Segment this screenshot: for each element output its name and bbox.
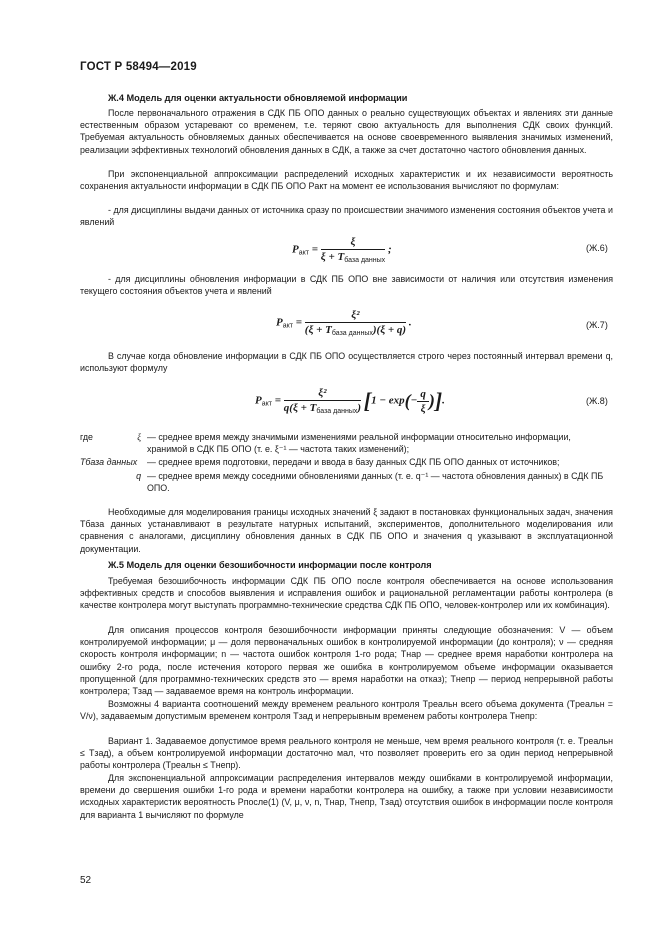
fraction-numerator: ξ²: [305, 309, 406, 323]
formula-zh8: $P_{акт}$ = $\frac{\text{ξ²}}{q(\xi + T_{база данных})}$ [1 − exp(− $\frac{q}{\xi}$ )].: [255, 387, 445, 415]
fraction-denominator: $q(\xi + T_{база данных})$: [283, 402, 362, 415]
paragraph: После первоначального отражения в СДК ПБ ОПО данных о реально существующих объектах и явлениях эти данные естественным образом устаревают со временем, т.е. теряют свою актуальность для выполнения СДК своих функций. Требуемая актуальность обновляемых данных обеспечивается на основе своевременного выявления значимых изменений, реализации эффективных технологий обновления данных в СДК, а также за счет достаточно частого обновления данных.: [80, 108, 613, 155]
fraction-denominator: $(\xi + T_{база данных})(\xi + q)$: [304, 324, 407, 337]
paragraph: В случае когда обновление информации в СДК ПБ ОПО осуществляется строго через постоянный интервал времени q, используют формулу: [80, 351, 613, 374]
fraction-numerator: ξ²: [284, 387, 361, 401]
section-title-zh4: Ж.4 Модель для оценки актуальности обновляемой информации: [108, 93, 408, 103]
paragraph: Для экспоненциальной аппроксимации распределения интервалов между ошибками в контролируемой информации, времени до свершения ошибки 1-го рода и времени наработки контролера на ошибку, а также при условии независимости исходных характеристик вероятность Pпосле(1) (V, μ, ν, n, Tнар, Tнепр, Tзад) отсутствия ошибок в информации после контроля для варианта 1 вычисляют по формуле: [80, 773, 613, 820]
where-symbol: q: [136, 471, 141, 481]
paragraph: Требуемая безошибочность информации СДК ПБ ОПО после контроля обеспечивается на основе использования эффективных средств и способов выявления и исправления ошибок и рациональной регламентации работы контролера (в качестве контролера могут выступать программно-технические средства СДК ПБ ОПО, человек-контролер или их комбинация).: [80, 576, 613, 611]
formula-symbol: P: [292, 243, 299, 256]
equation-number: (Ж.6): [586, 243, 608, 253]
paragraph: - для дисциплины выдачи данных от источника сразу по происшествии значимого изменения состояния объектов учета и явлений: [80, 205, 613, 228]
document-header: ГОСТ Р 58494—2019: [80, 61, 197, 73]
paragraph: Для описания процессов контроля безошибочности информации приняты следующие обозначения: V — объем контролируемой информации; μ — доля первоначальных ошибок в контролируемой информации (до контроля); ν — средняя скорость контроля информации; n — частота ошибок контроля 1-го рода; Tнар — среднее время наработки контролера на ошибку 2-го рода, после истечения которого первая же ошибка в контролируемом объеме информации оказывается пропущенной (для программно-технических средств это — время наработки на отказ); Tнепр — период непрерывной работы контролера; Tзад — задаваемое время на контроль информации.: [80, 625, 613, 697]
fraction: [321, 236, 385, 264]
where-definition: — среднее время между значимыми изменениями реальной информации относительно информации, хранимой в СДК ПБ ОПО (т. е. ξ⁻¹ — частота таких изменений);: [147, 432, 571, 454]
equation-number: (Ж.7): [586, 320, 608, 330]
section-title-zh5: Ж.5 Модель для оценки безошибочности информации после контроля: [108, 560, 432, 570]
fraction: [284, 387, 361, 415]
where-definition: — среднее время подготовки, передачи и ввода в базу данных СДК ПБ ОПО данных от источников;: [147, 457, 560, 467]
formula-zh7: $P_{акт}$ = $\frac{\text{ξ²}}{(\xi + T_{база данных})(\xi + q)}$ .: [276, 309, 412, 337]
where-definition: — среднее время между соседними обновлениями данных (т. е. q⁻¹ — частота обновления данных) в СДК ПБ ОПО.: [147, 471, 604, 493]
formula-subscript: акт: [298, 249, 309, 257]
paragraph: Вариант 1. Задаваемое допустимое время реального контроля не меньше, чем время реального контроля (т. е. Tреальн ≤ Tзад), а объем контролируемой информации достаточно мал, что позволяет проверить его за один период непрерывной работы контролера (Tреальн ≤ Tнепр).: [80, 736, 613, 771]
formula-zh6: $P_{акт}$ = $\frac{\xi}{\xi + T_{база данных}}$ ;: [292, 236, 392, 264]
page-number: 52: [80, 875, 92, 886]
paragraph: При экспоненциальной аппроксимации распределений исходных характеристик и их независимости вероятность сохранения актуальности информации в СДК ПБ ОПО Pакт на момент ее использования вычисляют по формулам:: [80, 169, 613, 192]
where-symbol: ξ: [137, 432, 141, 442]
paragraph: Возможны 4 варианта соотношений между временем реального контроля Tреальн всего объема документа (Tреальн = V/ν), задаваемым допустимым временем контроля Tзад и непрерывным временем работы контролера Tнепр:: [80, 699, 613, 722]
where-label: где: [80, 432, 93, 442]
fraction-numerator: ξ: [321, 236, 385, 250]
paragraph: Необходимые для моделирования границы исходных значений ξ задают в постановках функциональных задач, значения Tбаза данных устанавливают в результате натурных испытаний, экспериментов, дополнительного моделирования или сравнения с аналогами, дисциплину обновления данных в СДК ПБ ОПО и значения q указывают в эксплуатационной документации.: [80, 507, 613, 554]
paragraph: - для дисциплины обновления информации в СДК ПБ ОПО вне зависимости от наличия или отсутствия изменения текущего состояния объектов учета и явлений: [80, 274, 613, 297]
fraction-denominator: $\xi + T_{база данных}$: [320, 251, 386, 264]
fraction: [305, 309, 406, 337]
where-symbol: Tбаза данных: [80, 457, 138, 467]
equation-number: (Ж.8): [586, 396, 608, 406]
